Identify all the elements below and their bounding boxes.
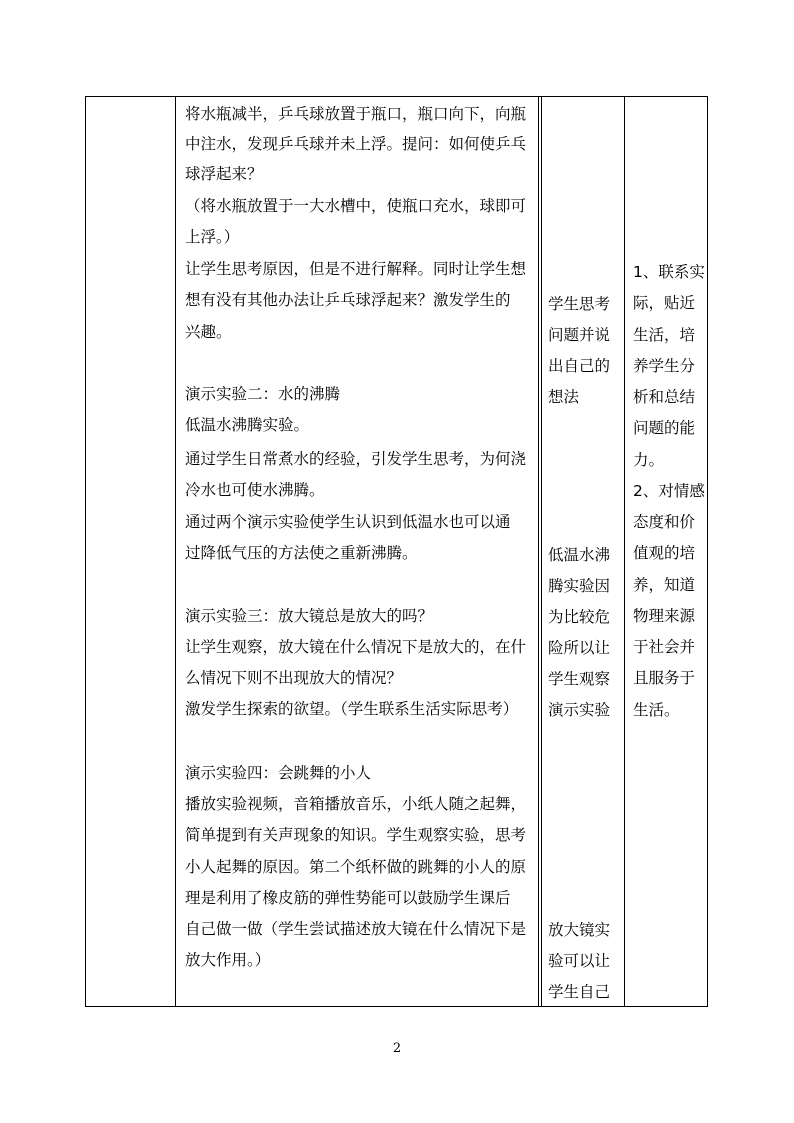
student-activity-line: 出自己的: [548, 357, 611, 375]
design-intent-line: 物理来源: [633, 607, 696, 625]
design-intent-line: 养，知道: [633, 576, 696, 594]
content-line: 让学生观察，放大镜在什么情况下是放大的，在什: [185, 638, 527, 656]
content-line: 冷水也可使水沸腾。: [185, 481, 325, 499]
content-line: 上浮。）: [185, 228, 240, 246]
content-line: 通过学生日常煮水的经验，引发学生思考，为何浇: [185, 450, 527, 468]
blank-column-cell: [86, 97, 175, 1006]
lesson-plan-table: [85, 96, 708, 1007]
design-intent-line: 态度和价: [633, 513, 696, 531]
section-heading: 演示实验四：会跳舞的小人: [185, 764, 372, 782]
content-line: 播放实验视频，音箱播放音乐，小纸人随之起舞，: [185, 795, 527, 813]
student-activity-line: 学生思考: [548, 295, 611, 313]
content-line: 自己做一做（学生尝试描述放大镜在什么情况下是: [185, 920, 527, 938]
content-line: 兴趣。: [185, 323, 232, 341]
content-line: 激发学生探索的欲望。（学生联系生活实际思考）: [185, 700, 519, 718]
student-activity-line: 腾实验因: [548, 577, 611, 595]
design-intent-line: 生活，培: [633, 326, 696, 344]
design-intent-line: 际，贴近: [633, 294, 696, 312]
content-line: 过降低气压的方法使之重新沸腾。: [185, 544, 418, 562]
content-line: 理是利用了橡皮筋的弹性势能可以鼓励学生课后: [185, 889, 511, 907]
column-divider-1: [175, 97, 176, 1006]
student-activity-line: 险所以让: [548, 639, 611, 657]
student-activity-cell: [548, 97, 624, 1006]
design-intent-line: 力。: [633, 451, 665, 469]
content-line: 小人起舞的原因。第二个纸杯做的跳舞的小人的原: [185, 858, 527, 876]
design-intent-line: 值观的培: [633, 544, 696, 562]
content-line: 球浮起来？: [185, 165, 263, 183]
column-divider-3: [624, 97, 625, 1006]
content-line: （将水瓶放置于一大水槽中，使瓶口充水，球即可: [185, 197, 527, 215]
content-line: 放大作用。）: [185, 951, 271, 969]
student-activity-line: 放大镜实: [548, 921, 611, 939]
column-divider-2: [538, 97, 539, 1006]
content-line: 中注水，发现乒乓球并未上浮。提问：如何使乒乓: [185, 135, 527, 153]
section-heading: 演示实验二：水的沸腾: [185, 385, 341, 403]
student-activity-line: 验可以让: [548, 952, 611, 970]
design-intent-cell: [633, 97, 709, 1006]
design-intent-line: 问题的能: [633, 419, 696, 437]
design-intent-line: 析和总结: [633, 388, 696, 406]
page-number: 2: [392, 1041, 402, 1056]
content-line: 将水瓶减半，乒乓球放置于瓶口，瓶口向下，向瓶: [185, 105, 527, 123]
student-activity-line: 演示实验: [548, 701, 611, 719]
section-heading: 演示实验三：放大镜总是放大的吗？: [185, 607, 434, 625]
content-line: 简单提到有关声现象的知识。学生观察实验，思考: [185, 826, 527, 844]
design-intent-line: 养学生分: [633, 357, 696, 375]
student-activity-line: 为比较危: [548, 608, 611, 626]
content-line: 让学生思考原因，但是不进行解释。同时让学生想: [185, 260, 527, 278]
content-line: 想有没有其他办法让乒乓球浮起来？激发学生的: [185, 291, 511, 309]
teaching-content-cell: [185, 97, 537, 1006]
student-activity-line: 想法: [548, 388, 580, 406]
student-activity-line: 问题并说: [548, 326, 611, 344]
design-intent-line: 于社会并: [633, 638, 696, 656]
content-line: 么情况下则不出现放大的情况？: [185, 669, 403, 687]
student-activity-line: 低温水沸: [548, 546, 611, 564]
design-intent-line: 生活。: [633, 701, 680, 719]
student-activity-line: 学生观察: [548, 670, 611, 688]
student-activity-line: 学生自己: [548, 983, 611, 1001]
content-line: 低温水沸腾实验。: [185, 416, 310, 434]
content-line: 通过两个演示实验使学生认识到低温水也可以通: [185, 513, 511, 531]
design-intent-line: 且服务于: [633, 669, 696, 687]
design-intent-line: 1、联系实: [633, 263, 705, 281]
design-intent-line: 2、对情感: [633, 482, 705, 500]
